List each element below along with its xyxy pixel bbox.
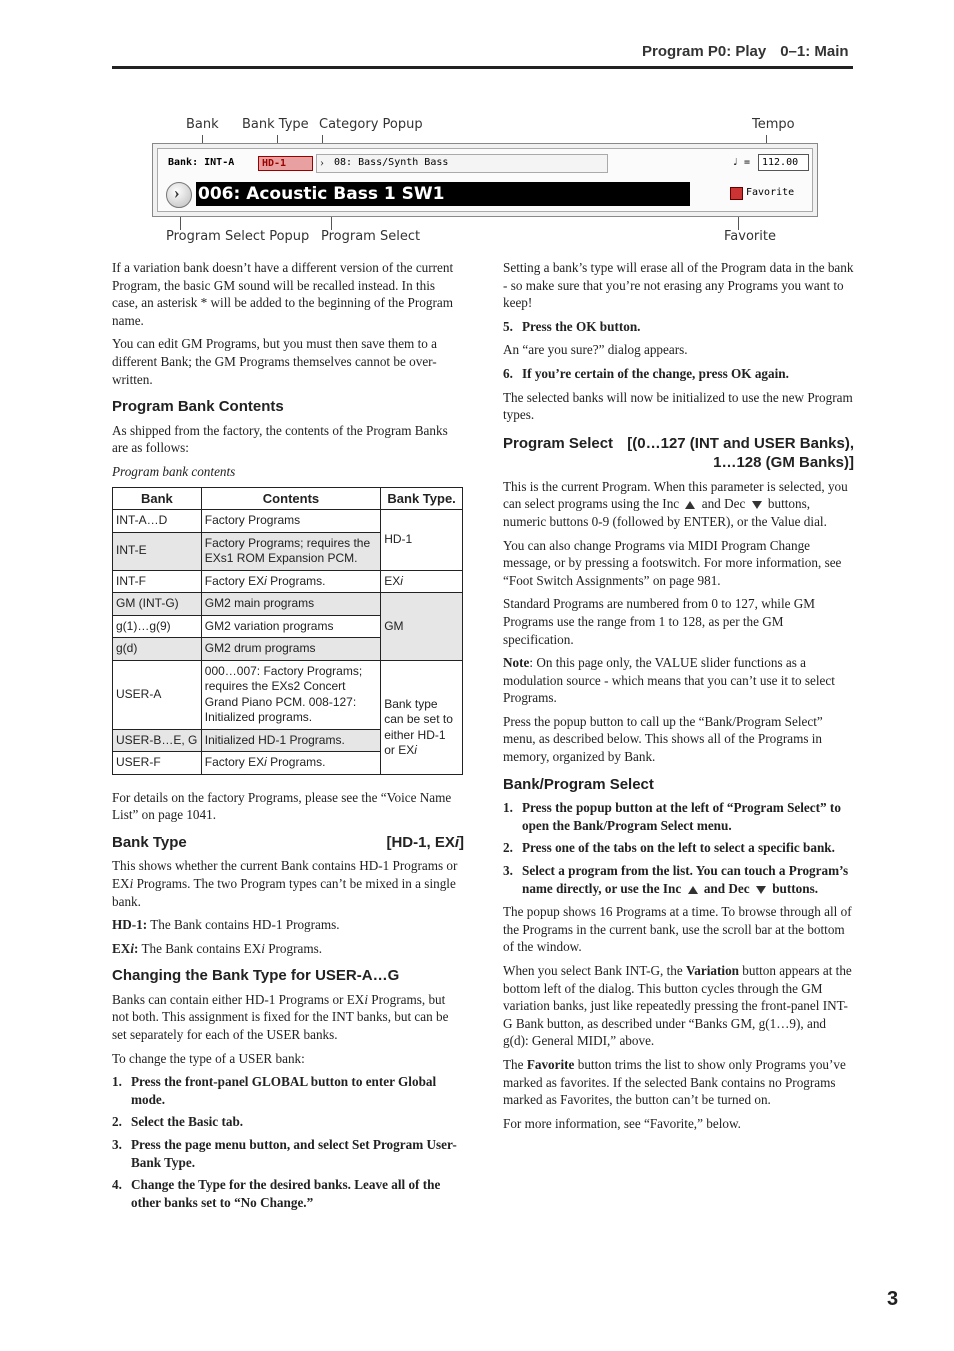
table-cell: USER-F — [113, 752, 202, 775]
paragraph: You can also change Programs via MIDI Program Change message, or by pressing a footswitch. For more information, see “Foot Switch Assignments” on page 981. — [503, 537, 842, 588]
text-run: The Bank contains HD-1 Programs. — [147, 917, 340, 933]
inc-triangle-icon — [685, 501, 695, 509]
paragraph: If a variation bank doesn’t have a different version of the current Program, the basic GM sound will be recalled instead. In this case, an asterisk * will be added to the beginning of the Program name. — [112, 260, 454, 328]
text-run: Favorite — [526, 1056, 575, 1072]
step-number: 3. — [503, 863, 513, 879]
text-run: Factory EX — [204, 573, 265, 588]
callout-category-popup: Category Popup — [319, 117, 423, 132]
page-number: 3 — [887, 1288, 899, 1310]
step-number: 2. — [503, 840, 513, 856]
text-run: button appears at the bottom left of the dialog. This button cycles through the GM variation banks, just like repeatedly pressing the front-panel INT-G Bank button, as described under “Banks GM, g(1…9), and g(d): General MIDI,” above. — [503, 963, 852, 1049]
running-header — [642, 43, 849, 60]
text-run: button trims the list to show only Programs you’ve marked as favorites. If the selected Bank contains no Programs marked as Favorites, the button can’t be turned on. — [503, 1056, 846, 1108]
paragraph — [503, 1056, 854, 1109]
table-caption: Program bank contents — [112, 463, 236, 479]
paragraph — [112, 916, 464, 934]
list-item — [112, 1176, 464, 1211]
text-run: i — [364, 991, 368, 1007]
text-run: Select a program from the list. You can touch a Program’s name directly, or use the Inc — [522, 863, 849, 896]
bank-type-badge: HD-1 — [258, 156, 313, 171]
table-cell: INT-E — [113, 532, 202, 570]
table-cell: Factory Programs; requires the EXs1 ROM Expansion PCM. — [201, 532, 380, 570]
step-list — [112, 1073, 464, 1211]
table-cell: GM2 variation programs — [201, 615, 380, 638]
text-run: i — [264, 573, 267, 588]
program-select-popup-button[interactable] — [166, 182, 192, 208]
text-run: Programs. The two Program types can’t be mixed in a single bank. — [112, 875, 456, 909]
table-row — [113, 510, 463, 533]
step-number: 6. — [503, 365, 513, 381]
inc-triangle-icon — [688, 886, 698, 894]
step-text: Press the OK button. — [522, 318, 641, 334]
term — [112, 941, 138, 956]
text-run: i — [264, 755, 267, 770]
text-run: Variation — [686, 963, 739, 978]
step-number: 5. — [503, 318, 513, 334]
chevron-right-icon: › — [174, 183, 180, 202]
step-text — [522, 862, 854, 897]
callout-tempo: Tempo — [752, 117, 795, 132]
bank-value: INT-A — [204, 157, 235, 168]
text-run: Programs. — [266, 755, 326, 770]
paragraph: Press the popup button to call up the “Bank/Program Select” menu, as described below. This shows all of the Programs in memory, organized by Bank. — [503, 713, 823, 765]
bank-label: Bank: — [168, 157, 199, 168]
list-item — [503, 318, 854, 336]
text-run: i — [129, 875, 134, 891]
list-item — [503, 862, 854, 897]
paragraph: For more information, see “Favorite,” below. — [503, 1115, 741, 1131]
paragraph — [112, 857, 464, 910]
term: HD-1: — [112, 917, 148, 933]
text-run: When you select Bank INT-G, the — [503, 963, 686, 978]
heading-program-select — [503, 434, 854, 472]
paragraph — [503, 962, 854, 1050]
table-cell — [381, 570, 463, 593]
text-run: i — [261, 940, 265, 956]
bank-indicator[interactable] — [168, 157, 234, 168]
heading-changing-bank-type: Changing the Bank Type for USER-A…G — [112, 967, 400, 985]
heading-line — [503, 434, 854, 453]
text-run: Programs, but not both. This assignment is fixed for the INT banks, but can be set separately for each of the USER banks. — [112, 991, 449, 1043]
step-text: Change the Type for the desired banks. Leave all of the other banks set to “No Change.” — [131, 1177, 441, 1210]
text-run: i — [400, 573, 403, 588]
table-cell: GM2 main programs — [201, 593, 380, 616]
heading-range — [386, 834, 464, 852]
step-text: If you’re certain of the change, press OK again. — [522, 365, 789, 381]
callout-program-select-popup: Program Select Popup — [166, 229, 310, 244]
table-cell — [201, 570, 380, 593]
dec-triangle-icon — [756, 886, 766, 894]
step-number: 3. — [112, 1137, 122, 1153]
step-list — [503, 365, 854, 383]
heading-text: Bank Type — [112, 833, 187, 851]
table-cell: g(1)…g(9) — [113, 615, 202, 638]
paragraph: Standard Programs are numbered from 0 to 127, while GM Programs use the range from 1 to 128, as per the GM specification. — [503, 596, 816, 647]
program-bank-table — [112, 487, 463, 775]
text-run: [HD-1, EX — [386, 833, 455, 851]
note-term: Note — [503, 655, 530, 671]
list-item — [503, 839, 854, 857]
step-text: Select the Basic tab. — [131, 1114, 244, 1130]
step-number: 4. — [112, 1177, 122, 1193]
table-cell: GM (INT-G) — [113, 593, 202, 616]
table-row — [113, 593, 463, 616]
header-section: Program P0: Play — [642, 43, 767, 60]
text-run: : — [134, 940, 139, 956]
text-run: Programs. — [266, 573, 326, 588]
text-run: and Dec — [703, 880, 750, 896]
paragraph: For details on the factory Programs, please see the “Voice Name List” on page 1041. — [112, 789, 452, 823]
table-cell: HD-1 — [381, 510, 463, 571]
dec-triangle-icon — [752, 501, 762, 509]
table-cell — [381, 660, 463, 774]
table-cell: INT-A…D — [113, 510, 202, 533]
header-page: 0–1: Main — [780, 43, 849, 60]
paragraph — [112, 940, 464, 958]
callout-program-select: Program Select — [321, 229, 421, 244]
table-cell — [201, 752, 380, 775]
callout-bank: Bank — [186, 117, 219, 132]
step-number: 1. — [503, 800, 513, 816]
table-header-row — [113, 487, 463, 510]
left-column — [112, 259, 464, 1217]
table-cell: Factory Programs — [201, 510, 380, 533]
category-value: 08: Bass/Synth Bass — [334, 157, 449, 168]
paragraph: To change the type of a USER bank: — [112, 1050, 305, 1066]
text-run: The — [503, 1056, 527, 1072]
paragraph: The selected banks will now be initialized to use the new Program types. — [503, 389, 853, 423]
step-text: Press one of the tabs on the left to select a specific bank. — [522, 840, 835, 856]
paragraph — [503, 654, 854, 707]
program-main-panel — [152, 143, 818, 217]
step-list — [503, 799, 854, 897]
table-cell: USER-A — [113, 660, 202, 729]
chevron-right-icon: › — [320, 155, 324, 169]
table-header: Contents — [201, 487, 380, 510]
tempo-symbol: ♩ = — [732, 157, 751, 168]
text-run: buttons, numeric buttons 0-9 (followed by ENTER), or the Value dial. — [503, 496, 827, 529]
favorite-checkbox[interactable] — [730, 187, 810, 201]
header-rule — [112, 66, 853, 69]
list-item — [503, 365, 854, 383]
text-run: This is the current Program. When this parameter is selected, you can select programs using the Inc — [503, 478, 848, 512]
heading-bank-program-select: Bank/Program Select — [503, 775, 654, 793]
paragraph: As shipped from the factory, the contents of the Program Banks are as follows: — [112, 422, 448, 456]
heading-program-bank-contents: Program Bank Contents — [112, 398, 284, 416]
favorite-label: Favorite — [746, 187, 795, 198]
step-number: 2. — [112, 1114, 122, 1130]
paragraph — [112, 991, 464, 1044]
right-column — [503, 259, 854, 1138]
table-cell: INT-F — [113, 570, 202, 593]
paragraph: Setting a bank’s type will erase all of the Program data in the bank - so make sure that you’re not erasing any Programs you want to keep! — [503, 260, 854, 311]
step-text: Press the front-panel GLOBAL button to enter Global mode. — [131, 1074, 437, 1107]
callout-favorite: Favorite — [724, 229, 776, 244]
heading-range-line2: 1…128 (GM Banks)] — [713, 453, 854, 471]
text-run: i — [414, 743, 417, 758]
program-select-field[interactable] — [196, 182, 690, 206]
heading-range: [(0…127 (INT and USER Banks), — [627, 434, 854, 452]
text-run: : On this page only, the VALUE slider functions as a modulation source - which means that you can’t use it to select Programs. — [503, 655, 835, 706]
list-item — [112, 1113, 464, 1131]
table-cell: GM — [381, 593, 463, 661]
table-cell: g(d) — [113, 638, 202, 661]
text-run: EX — [384, 573, 401, 588]
tempo-field[interactable]: 112.00 — [758, 154, 809, 171]
list-item — [503, 799, 854, 834]
table-cell: Initialized HD-1 Programs. — [201, 729, 380, 752]
callout-bank-type: Bank Type — [242, 117, 309, 132]
panel-inner — [157, 148, 813, 212]
text-run: Programs. — [264, 940, 323, 956]
step-number: 1. — [112, 1074, 122, 1090]
table-cell: 000…007: Factory Programs; requires the EXs2 Concert Grand Piano PCM. 008-127: Initialized programs. — [201, 660, 380, 729]
text-run: EX — [112, 940, 131, 956]
step-text: Press the popup button at the left of “Program Select” to open the Bank/Program Select menu. — [522, 800, 841, 833]
text-run: ] — [459, 833, 464, 851]
paragraph: An “are you sure?” dialog appears. — [503, 342, 688, 358]
text-run: i — [130, 940, 134, 956]
text-run: buttons. — [772, 880, 819, 896]
heading-bank-type — [112, 834, 464, 852]
text-run: This shows whether the current Bank contains HD-1 Programs or EX — [112, 858, 458, 891]
table-cell: USER-B…E, G — [113, 729, 202, 752]
text-run: The Bank contains EX — [138, 940, 262, 956]
text-run: Bank type can be set to either HD-1 or EX — [384, 696, 453, 758]
text-run: and Dec — [701, 496, 746, 512]
list-item — [112, 1073, 464, 1108]
text-run: Banks can contain either HD-1 Programs or EX — [112, 991, 365, 1007]
program-name: 006: Acoustic Bass 1 SW1 — [198, 184, 445, 204]
table-row — [113, 660, 463, 729]
paragraph: You can edit GM Programs, but you must then save them to a different Bank; the GM Programs themselves cannot be over-written. — [112, 336, 438, 387]
table-row — [113, 570, 463, 593]
paragraph: The popup shows 16 Programs at a time. To browse through all of the Programs in the current bank, use the scroll bar at the bottom of the window. — [503, 904, 852, 955]
list-item — [112, 1136, 464, 1171]
favorite-check-icon — [730, 187, 743, 200]
text-run: i — [454, 833, 459, 851]
heading-text: Program Select — [503, 434, 614, 452]
paragraph — [503, 478, 854, 531]
table-header: Bank — [113, 487, 202, 510]
step-list — [503, 318, 854, 336]
category-popup[interactable] — [316, 154, 608, 173]
step-text: Press the page menu button, and select Set Program User-Bank Type. — [131, 1137, 457, 1170]
text-run: Factory EX — [204, 755, 265, 770]
table-header: Bank Type. — [381, 487, 463, 510]
table-cell: GM2 drum programs — [201, 638, 380, 661]
